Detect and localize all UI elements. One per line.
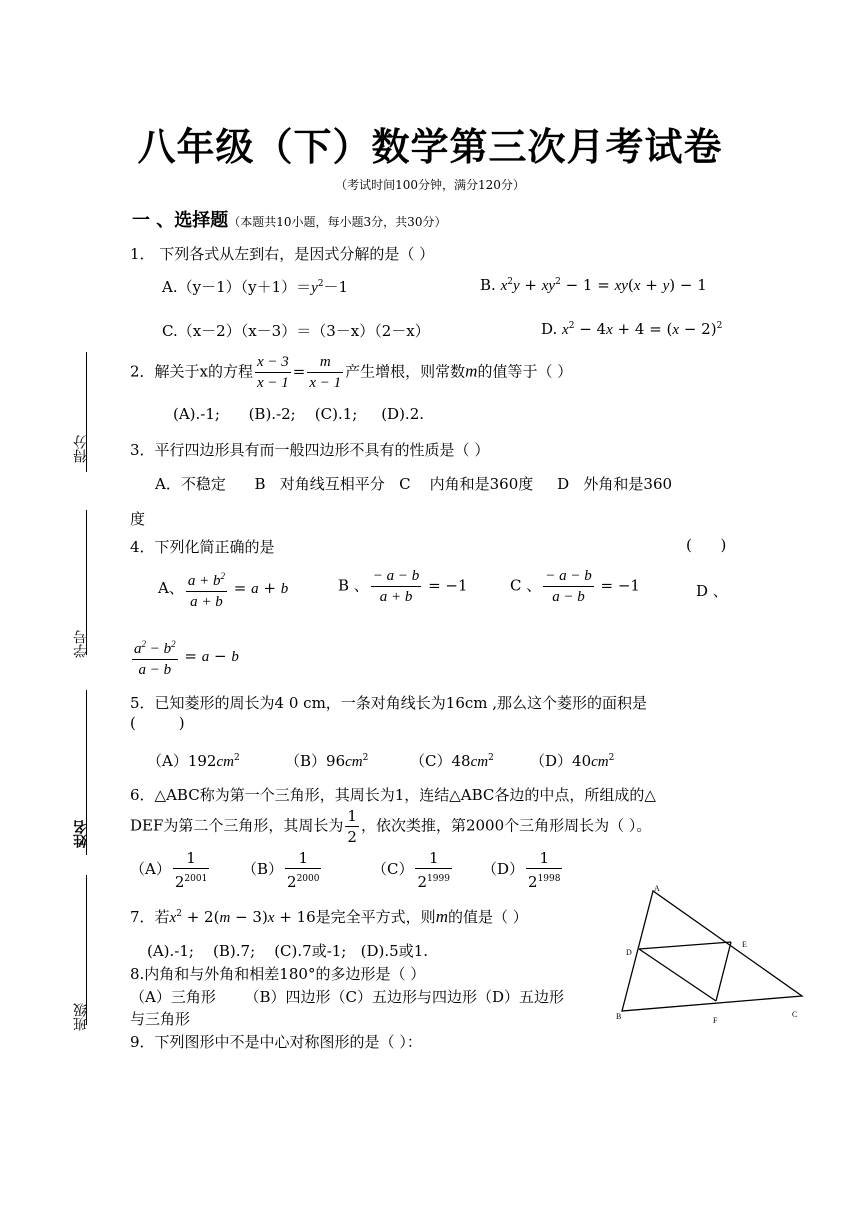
q2-stem: 2．解关于x的方程 $\frac{x - 3}{x - 1}$ = $\frac{m}{x - 1}$ 产生增根，则常数m的值等于（ ） [130,354,573,391]
q1-option-b: B. $x^2y + xy^2 - 1 = xy(x + y) - 1$ [480,276,707,294]
q5-paren: ( ) [130,714,185,732]
q6-line1: 6．△ABC称为第一个三角形，其周长为1，连结△ABC各边的中点，所组成的△ [130,786,656,804]
q5-option-c: $(C)48cm^2$ [410,752,494,770]
q1-option-c: C.（x－2）（x－3）＝（3－x）（2－x） [162,322,430,340]
q1-option-a: $A.(y-1)(y+1)=y^2-1$ [162,278,349,296]
q4-option-c: C 、 $\frac{- a - b}{a - b}$ = −1 [510,568,640,605]
q8-options: （A）三角形 （B）四边形（C）五边形与四边形（D）五边形 [130,988,564,1006]
label-c: C [792,1010,798,1019]
segment-de [639,942,731,949]
q6-option-b: （B） $\frac{1}{2^{2000}}$ [242,849,320,891]
page-title: 八年级（下）数学第三次月考试卷 [137,124,723,169]
q4-option-b: B 、 $\frac{- a - b}{a + b}$ = −1 [338,568,468,605]
triangle-figure [612,885,812,1025]
q5-stem: 5．已知菱形的周长为4 0 cm，一条对角线长为16cm ,那么这个菱形的面积是 [130,694,648,712]
margin-label-class: 班级 [73,1003,89,1031]
q9-stem: 9．下列图形中不是中心对称图形的是（ ）： [130,1033,422,1051]
margin-label-student-no: 学号 [73,630,89,658]
q5-option-b: $(B)96cm^2$ [285,752,369,770]
q6-option-d: （D） $\frac{1}{2^{1998}}$ [482,849,561,891]
label-f: F [713,1016,718,1025]
q3-options-wrap: 度 [130,510,146,528]
label-a: A [654,885,660,893]
label-b: B [616,1012,622,1021]
q8-options-wrap: 与三角形 [130,1010,191,1028]
q7-options: (A).-1; (B).7; (C).7或-1; (D).5或1. [147,942,429,960]
q6-option-a: （A） $\frac{1}{2^{2001}}$ [130,849,208,891]
triangle-abc [622,891,802,1011]
q3-stem: 3．平行四边形具有而一般四边形不具有的性质是（ ） [130,441,490,459]
q3-options: A．不稳定 B 对角线互相平分 C 内角和是360度 D 外角和是360 [155,475,673,493]
q4-paren: ( ) [686,536,727,554]
exam-info: （考试时间100分钟，满分120分） [335,178,525,192]
q6-line2: DEF为第二个三角形，其周长为 $\frac{1}{2}$ ，依次类推，第2000个三角形周长为（ ）。 [130,807,652,846]
q7-stem: 7．若$x^2 + 2(m - 3)x + 16$是完全平方式，则m的值是（ ） [130,907,528,926]
section-title: 一 、选择题 [132,210,229,231]
section-heading [132,206,446,232]
q5-option-d: $(D)40cm^2$ [530,752,615,770]
q1-stem: 1． 下列各式从左到右，是因式分解的是（ ） [130,245,435,263]
q5-option-a: $(A)192cm^2$ [147,752,240,770]
segment-df [639,949,716,1001]
q2-options: (A).-1; (B).-2; (C).1; (D).2. [173,405,425,423]
q4-stem: 4．下列化简正确的是 [130,538,275,556]
q4-option-a: A、 $\frac{a + b^2}{a + b}$ = a + b [158,566,288,612]
q4-option-d: D 、 [696,582,728,600]
margin-label-name: 姓名 [73,820,89,848]
q8-stem: 8.内角和与外角和相差180°的多边形是（ ） [130,965,426,983]
segment-ef [716,942,731,1001]
label-e: E [742,940,747,949]
label-d: D [626,948,632,957]
q6-option-c: （C） $\frac{1}{2^{1999}}$ [372,849,450,891]
section-note: （本题共10小题，每小题3分，共30分） [228,215,447,229]
q4-option-d-expr: $\frac{a^2 - b^2}{a - b}$ = a − b [130,634,239,680]
margin-label-score: 得分 [73,435,89,463]
q1-option-d: D. $x^2 - 4x + 4 = (x - 2)^2$ [541,320,723,338]
